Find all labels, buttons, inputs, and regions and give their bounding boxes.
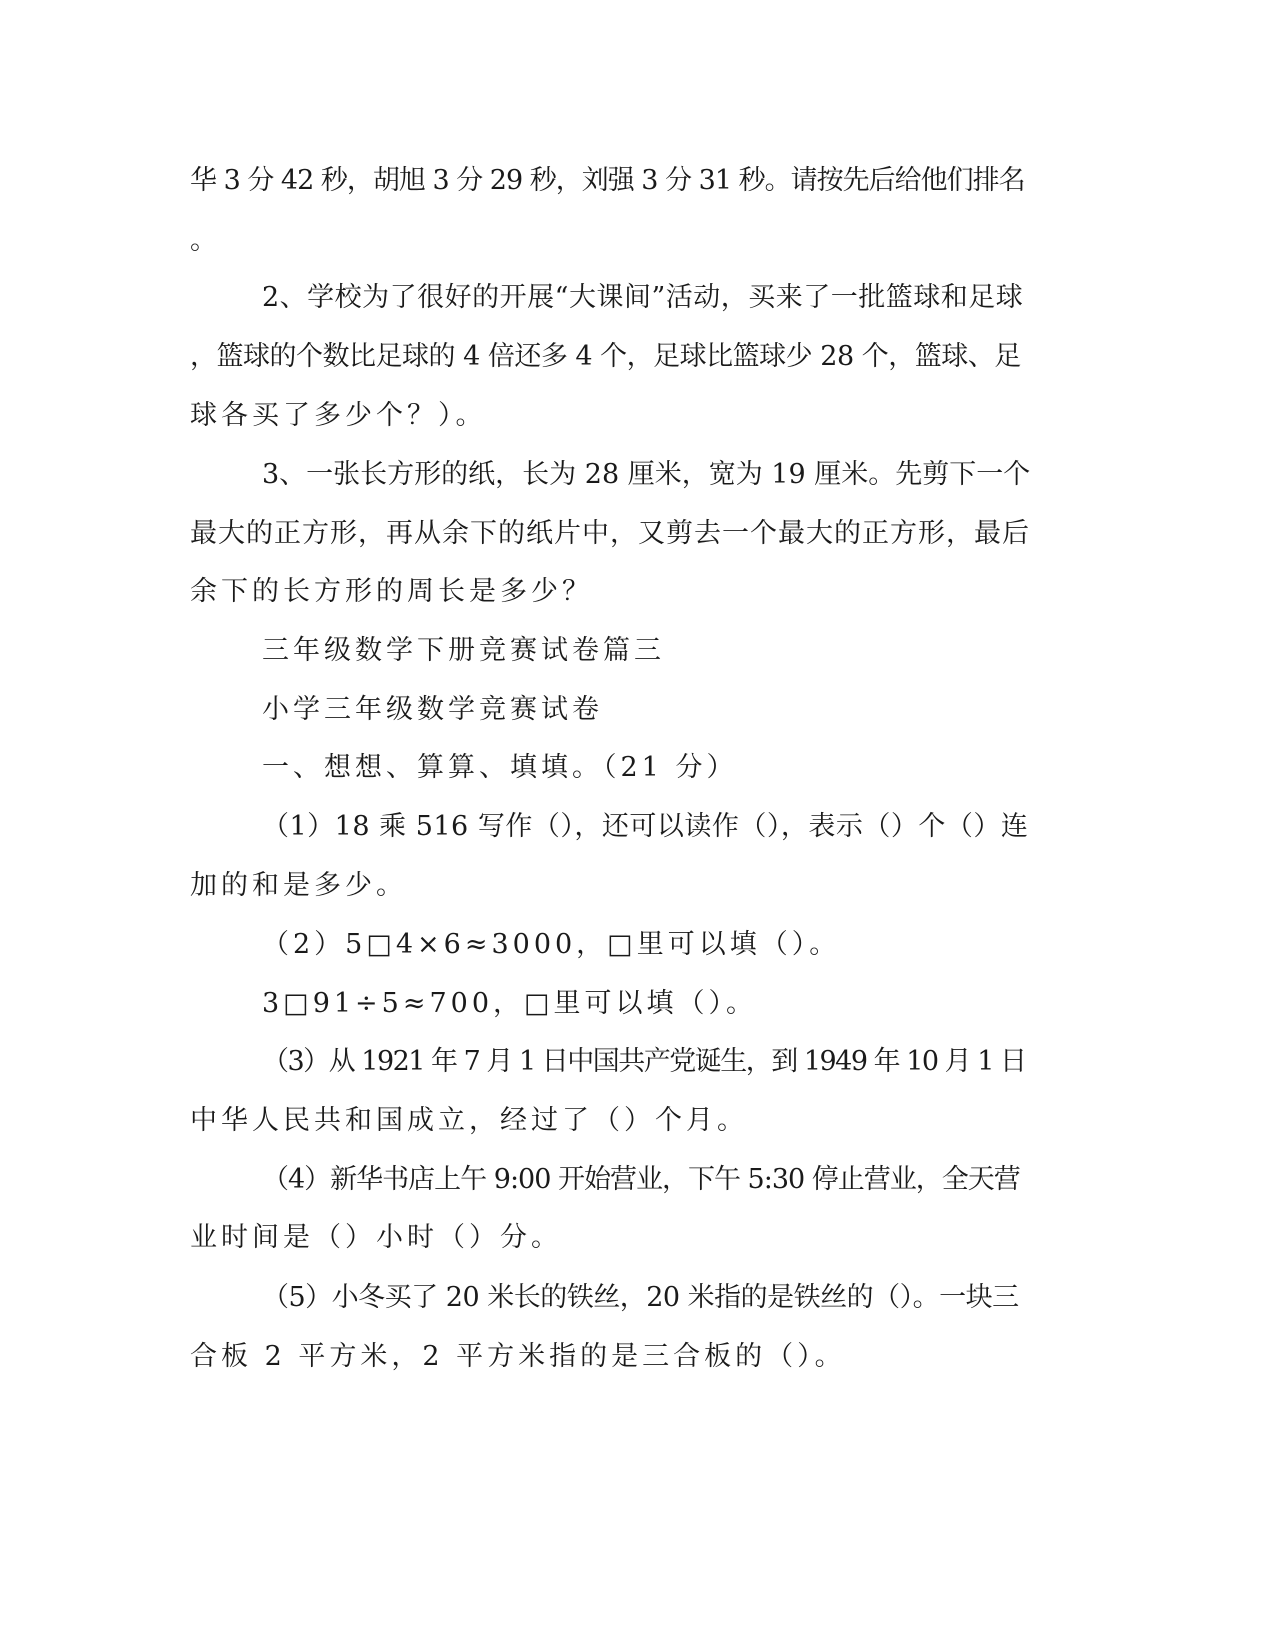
text-line-4: ，篮球的个数比足球的 4 倍还多 4 个，足球比篮球少 28 个，篮球、足 — [190, 341, 1021, 372]
section-heading: 一、想想、算算、填填。（21 分） — [262, 752, 738, 783]
question-4-cont: 业时间是（）小时（）分。 — [190, 1222, 562, 1253]
text-line-2: 。 — [190, 225, 221, 256]
section-title: 三年级数学下册竞赛试卷篇三 — [262, 635, 665, 666]
exam-title: 小学三年级数学竞赛试卷 — [262, 694, 603, 725]
question-1: （1）18 乘 516 写作（），还可以读作（），表示（）个（）连 — [262, 811, 1029, 842]
question-2-part-b: 3□91÷5≈700，□里可以填（）。 — [262, 988, 758, 1019]
text-line-3: 2、学校为了很好的开展“大课间”活动，买来了一批篮球和足球 — [262, 282, 1024, 313]
question-1-cont: 加的和是多少。 — [190, 870, 407, 901]
question-2: （2）5□4×6≈3000，□里可以填（）。 — [262, 929, 841, 960]
question-3-cont: 中华人民共和国成立，经过了（）个月。 — [190, 1105, 748, 1136]
question-4: （4）新华书店上午 9:00 开始营业，下午 5:30 停止营业，全天营 — [262, 1164, 1020, 1195]
question-5: （5）小冬买了 20 米长的铁丝，20 米指的是铁丝的（）。一块三 — [262, 1282, 1019, 1313]
text-line-7: 最大的正方形，再从余下的纸片中，又剪去一个最大的正方形，最后 — [190, 518, 1030, 549]
text-line-8: 余下的长方形的周长是多少？ — [190, 576, 593, 607]
text-line-5: 球各买了多少个？）。 — [190, 400, 487, 431]
question-3: （3）从 1921 年 7 月 1 日中国共产党诞生，到 1949 年 10 月 1 日 — [262, 1046, 1026, 1077]
text-line-1: 华 3 分 42 秒，胡旭 3 分 29 秒，刘强 3 分 31 秒。请按先后给他们排名 — [190, 165, 1025, 196]
text-line-6: 3、一张长方形的纸，长为 28 厘米，宽为 19 厘米。先剪下一个 — [262, 459, 1031, 490]
question-5-cont: 合板 2 平方米，2 平方米指的是三合板的（）。 — [190, 1341, 846, 1372]
